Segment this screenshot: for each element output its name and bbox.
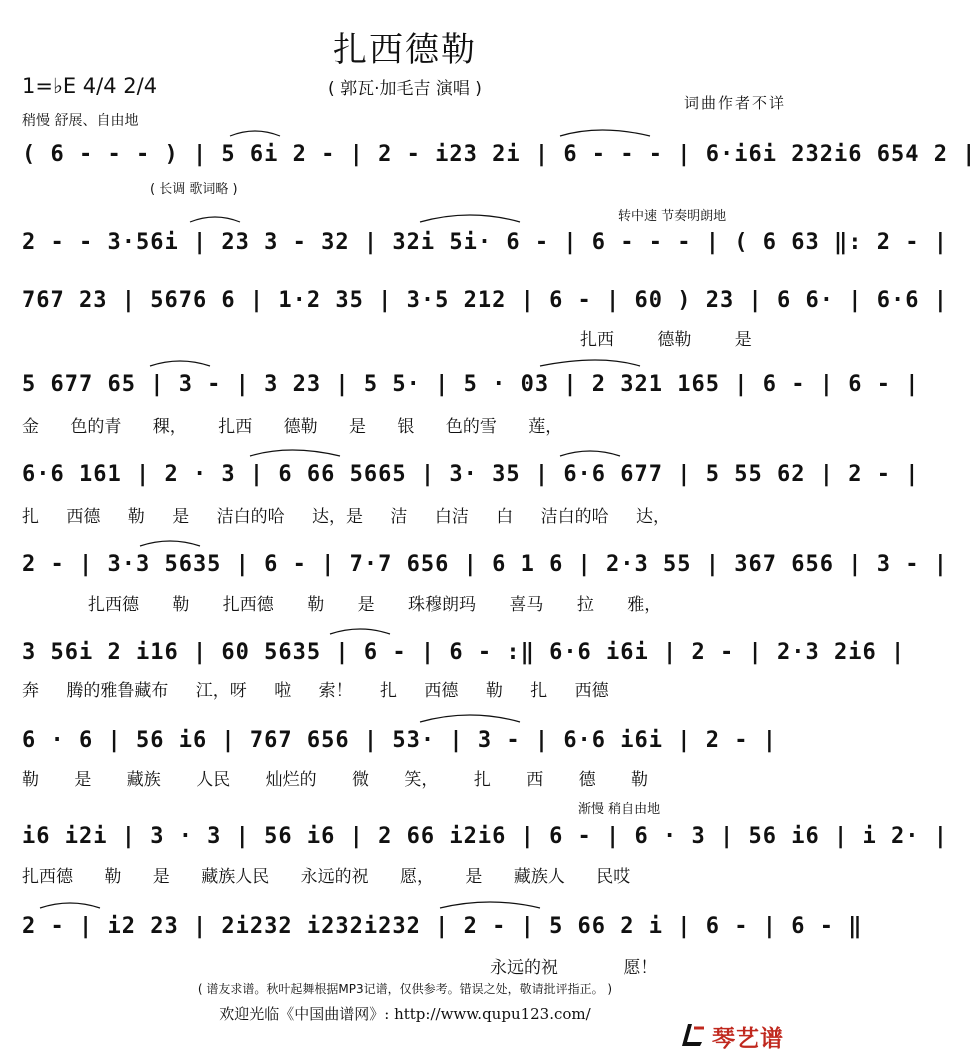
page-title: 扎西德勒: [333, 30, 477, 70]
system-7-lyrics: 奔 腾的雅鲁藏布 江，呀 啦 索！ 扎 西德 勒 扎 西德: [22, 681, 609, 701]
system-6-notes: 2 - | 3·3 5635 | 6 - | 7·7 656 | 6 1 6 | 2·3 55 | 367 656 | 3 - |: [22, 552, 948, 577]
system-7-notes: 3 56i 2 i16 | 60 5635 | 6 - | 6 - :‖ 6·6 i6i | 2 - | 2·3 2i6 |: [22, 640, 906, 665]
logo-text: 琴艺谱: [712, 1026, 784, 1052]
system-4-notes: 5 677 65 | 3 - | 3 23 | 5 5· | 5 · 03 | 2 321 165 | 6 - | 6 - |: [22, 372, 920, 397]
system-5-lyrics: 扎 西德 勒 是 洁白的哈 达，是 洁 白洁 白 洁白的哈 达，: [22, 507, 671, 527]
system-3-lyrics: 扎西 德勒 是: [580, 330, 752, 350]
system-2-section: 转中速 节奏明朗地: [618, 209, 727, 224]
performer-line: ( 郭瓦·加毛吉 演唱 ): [328, 79, 482, 99]
system-9-notes: i6 i2i | 3 · 3 | 56 i6 | 2 66 i2i6 | 6 - | 6 · 3 | 56 i6 | i 2· |: [22, 824, 948, 849]
tempo-marking: 稍慢 舒展、自由地: [22, 113, 139, 129]
transcription-note: ( 谱友求谱。秋叶起舞根据MP3记谱，仅供参考。错误之处，敬请批评指正。 ): [197, 982, 613, 996]
system-8-notes: 6 · 6 | 56 i6 | 767 656 | 53· | 3 - | 6·6 i6i | 2 - |: [22, 728, 777, 753]
system-10-notes: 2 - | i2 23 | 2i232 i232i232 | 2 - | 5 66 2 i | 6 - | 6 - ‖: [22, 914, 863, 939]
system-8-lyrics: 勒 是 藏族 人民 灿烂的 微 笑， 扎 西 德 勒: [22, 770, 649, 790]
system-9-lyrics: 扎西德 勒 是 藏族人民 永远的祝 愿， 是 藏族人 民哎: [22, 867, 631, 887]
system-1-annotation: ( 长调 歌词略 ): [150, 182, 238, 197]
note-logo-icon: [678, 1020, 708, 1050]
system-6-lyrics: 扎西德 勒 扎西德 勒 是 珠穆朗玛 喜马 拉 雅，: [88, 595, 662, 615]
system-3-notes: 767 23 | 5676 6 | 1·2 35 | 3·5 212 | 6 - | 60 ) 23 | 6 6· | 6·6 |: [22, 288, 948, 313]
system-1-notes: ( 6 - - - ) | 5 6i 2 - | 2 - i23 2i | 6 - - - | 6·i6i 2̇32i6 654 2 |: [22, 142, 976, 167]
system-9-section: 渐慢 稍自由地: [578, 802, 661, 817]
site-link[interactable]: 欢迎光临《中国曲谱网》: http://www.qupu123.com/: [219, 1005, 591, 1023]
system-10-lyrics: 永远的祝 愿！: [490, 958, 658, 978]
system-4-lyrics: 金 色的青 稞， 扎西 德勒 是 银 色的雪 莲，: [22, 417, 563, 437]
system-2-notes: 2 - - 3·56i | 23 3 - 32 | 32i 5i· 6 - | 6 - - - | ( 6 63 ‖: 2 - |: [22, 230, 948, 255]
site-logo: [678, 1018, 798, 1054]
key-signature: 1=♭E 4/4 2/4: [22, 74, 158, 98]
system-5-notes: 6·6 161 | 2 · 3 | 6 66 5665 | 3· 35 | 6·6 677 | 5 55 62 | 2 - |: [22, 462, 920, 487]
composer-credit: 词曲作者不详: [683, 94, 786, 112]
